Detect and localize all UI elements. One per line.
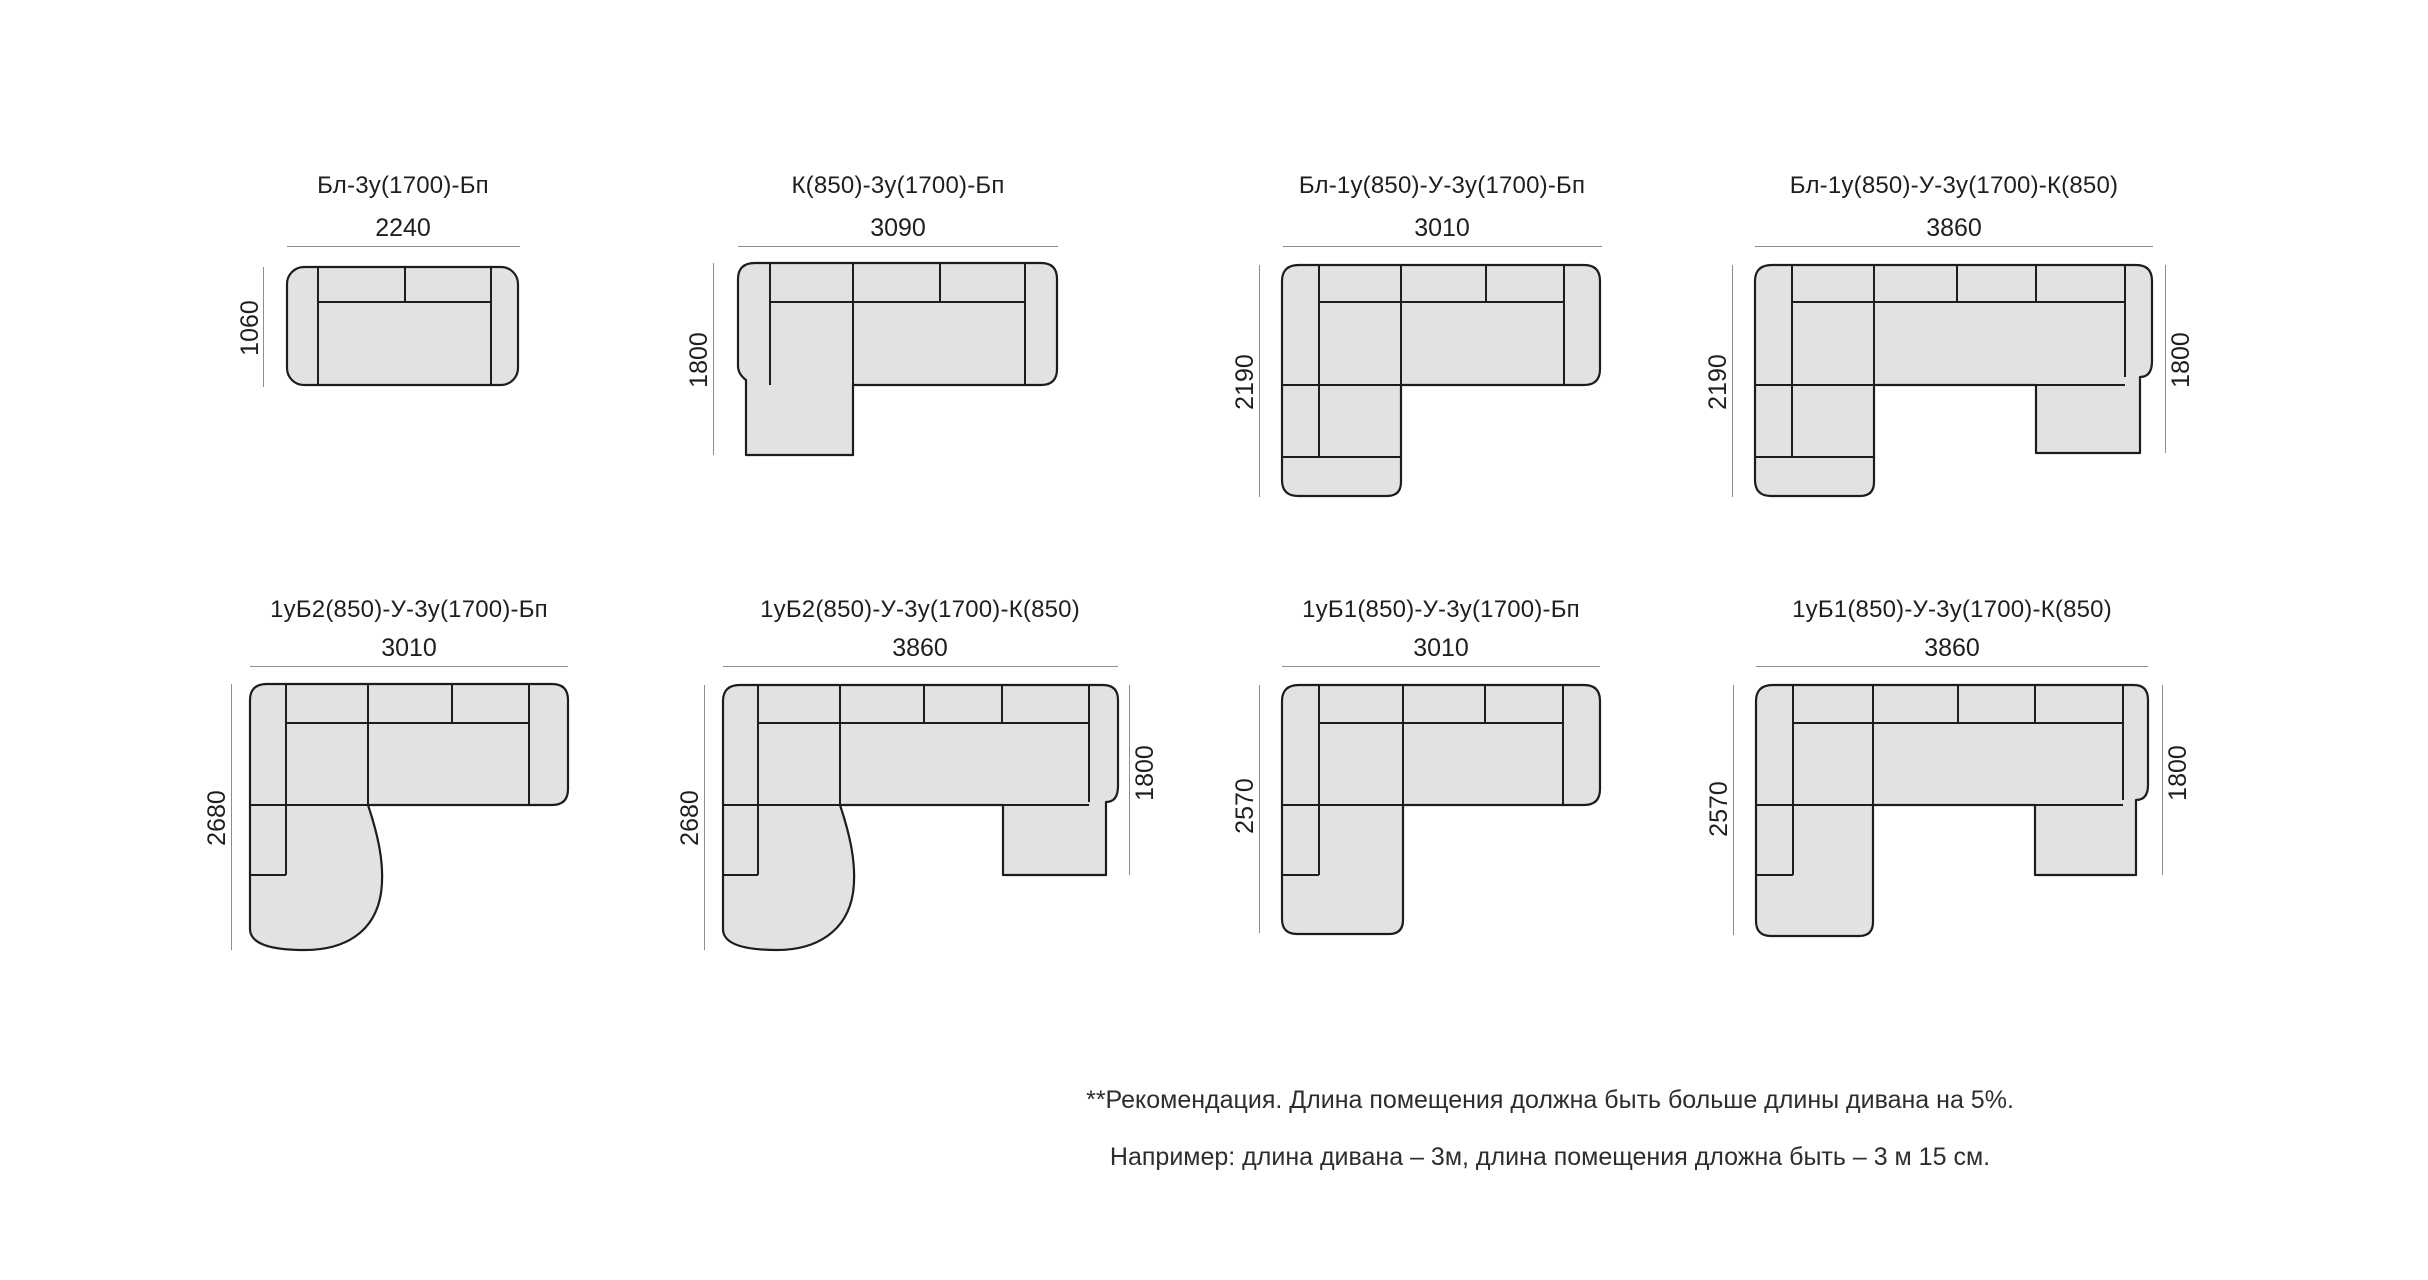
width-dimension-label: 3860 [1924, 634, 1980, 662]
depth-dimension-label: 2190 [1231, 354, 1259, 410]
sofa-outline [723, 685, 1118, 950]
recommendation-note-line2: Например: длина дивана – 3м, длина помещения дложна быть – 3 м 15 см. [1109, 1143, 1991, 1171]
depth-dimension-line [713, 263, 714, 455]
depth-dimension-line [1259, 685, 1260, 933]
side-depth-dimension-line [1129, 685, 1130, 875]
side-depth-dimension-label: 1800 [1131, 745, 1159, 801]
side-depth-dimension-line [2162, 685, 2163, 875]
diagram-title: 1уБ2(850)-У-3у(1700)-К(850) [760, 596, 1080, 623]
width-dimension-line [1756, 666, 2148, 667]
sofa-top-view [286, 266, 521, 388]
width-dimension-line [287, 246, 520, 247]
sofa-top-view [1755, 684, 2150, 937]
depth-dimension-label: 2190 [1704, 354, 1732, 410]
diagram-title: Бл-1у(850)-У-3у(1700)-К(850) [1789, 172, 2119, 199]
width-dimension-label: 3860 [1926, 214, 1982, 242]
recommendation-note-line1: **Рекомендация. Длина помещения должна быть больше длины дивана на 5%. [1086, 1086, 2014, 1114]
side-depth-dimension-label: 1800 [2167, 332, 2195, 388]
depth-dimension-line [1733, 685, 1734, 935]
width-dimension-label: 3090 [870, 214, 926, 242]
sofa-outline [287, 267, 518, 385]
depth-dimension-line [1732, 265, 1733, 497]
sofa-outline [1755, 265, 2152, 496]
depth-dimension-line [263, 267, 264, 387]
sofa-top-view [249, 683, 570, 951]
diagram-title: К(850)-3у(1700)-Бп [791, 172, 1005, 199]
side-depth-dimension-line [2165, 265, 2166, 453]
width-dimension-line [1282, 666, 1600, 667]
sofa-top-view [737, 262, 1059, 456]
depth-dimension-label: 1060 [236, 300, 264, 356]
diagram-title: Бл-3у(1700)-Бп [317, 172, 489, 199]
width-dimension-line [250, 666, 568, 667]
width-dimension-line [1283, 246, 1602, 247]
width-dimension-label: 3010 [1414, 214, 1470, 242]
width-dimension-line [1755, 246, 2153, 247]
depth-dimension-line [1259, 265, 1260, 497]
width-dimension-line [723, 666, 1118, 667]
sofa-top-view [1281, 684, 1602, 935]
diagram-title: 1уБ1(850)-У-3у(1700)-К(850) [1792, 596, 2112, 623]
depth-dimension-label: 2570 [1705, 781, 1733, 837]
depth-dimension-label: 2570 [1231, 778, 1259, 834]
diagram-title: 1уБ1(850)-У-3у(1700)-Бп [1302, 596, 1580, 623]
sofa-outline [1282, 265, 1600, 496]
depth-dimension-label: 2680 [203, 790, 231, 846]
depth-dimension-label: 2680 [676, 790, 704, 846]
depth-dimension-line [704, 685, 705, 950]
sofa-top-view [722, 684, 1120, 951]
depth-dimension-label: 1800 [685, 332, 713, 388]
sofa-top-view [1754, 264, 2154, 499]
width-dimension-line [738, 246, 1058, 247]
sofa-outline [738, 263, 1057, 455]
depth-dimension-line [231, 684, 232, 950]
sofa-top-view [1281, 264, 1603, 499]
diagram-title: Бл-1у(850)-У-3у(1700)-Бп [1298, 172, 1586, 199]
diagram-title: 1уБ2(850)-У-3у(1700)-Бп [270, 596, 548, 623]
width-dimension-label: 2240 [375, 214, 431, 242]
side-depth-dimension-label: 1800 [2164, 745, 2192, 801]
recommendation-note [1000, 1072, 2100, 1186]
width-dimension-label: 3860 [892, 634, 948, 662]
width-dimension-label: 3010 [381, 634, 437, 662]
width-dimension-label: 3010 [1413, 634, 1469, 662]
